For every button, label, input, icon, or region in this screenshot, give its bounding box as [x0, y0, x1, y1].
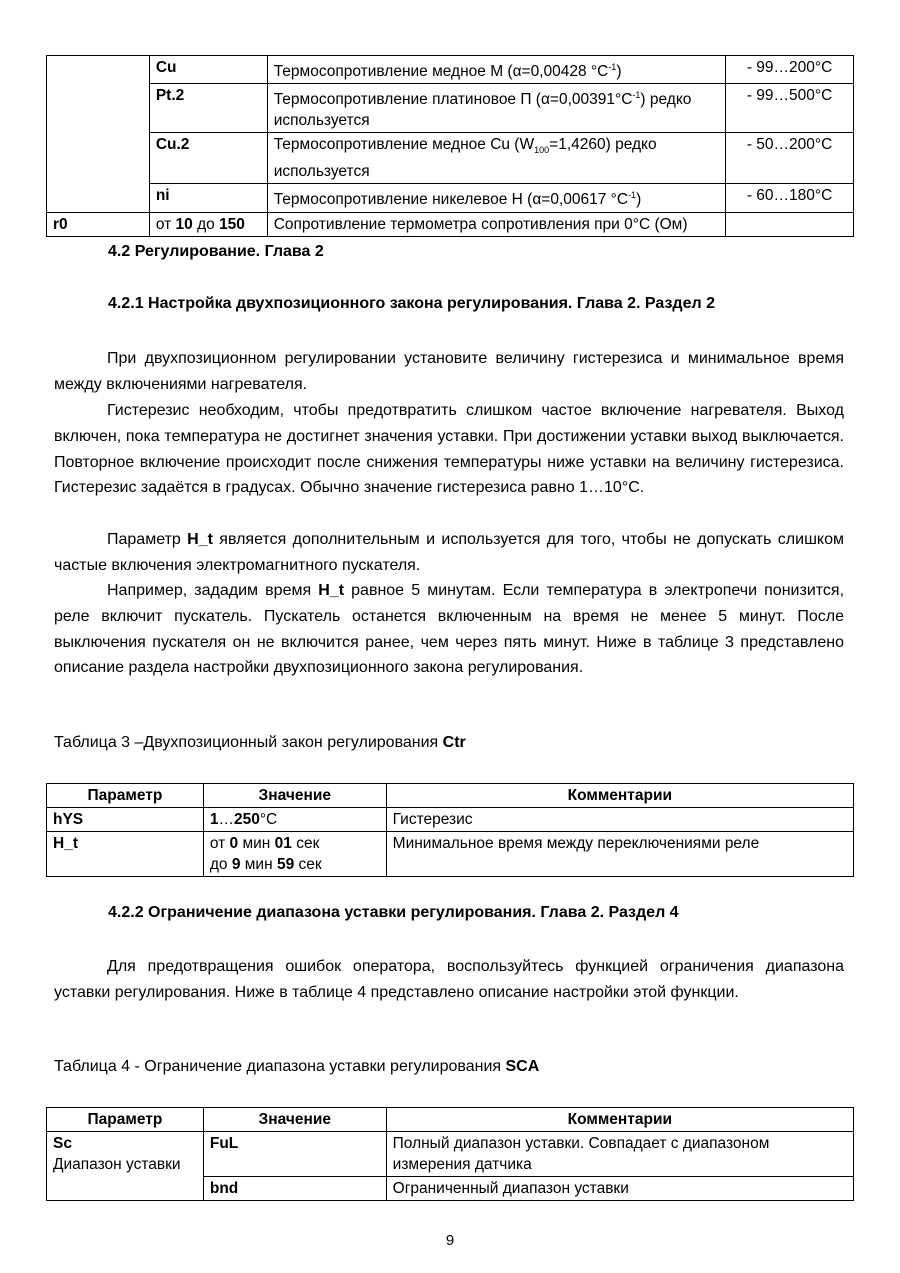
param-cell: r0 — [47, 212, 150, 236]
comment-cell: Ограниченный диапазон уставки — [386, 1177, 853, 1201]
table-row — [47, 84, 854, 133]
column-header: Параметр — [47, 1108, 204, 1132]
code-cell: Cu — [149, 56, 267, 84]
table-row — [47, 832, 854, 877]
page-number: 9 — [445, 1232, 455, 1249]
paragraph: Параметр H_t является дополнительным и используется для того, чтобы не допускать слишком частые включения электромагнитного пускателя. — [54, 531, 844, 574]
desc-cell: Термосопротивление медное Cu $(W_{100}=1,4260)$ редко используется — [267, 133, 725, 184]
table-header-row — [47, 784, 854, 808]
param-cell — [47, 56, 150, 213]
paragraph: Для предотвращения ошибок оператора, воспользуйтесь функцией ограничения диапазона уставки регулирования. Ниже в таблице 4 представлено описание настройки этой функции. — [54, 958, 844, 1001]
range-cell: - 99…500°С — [726, 84, 854, 133]
code-cell: Pt.2 — [149, 84, 267, 133]
column-header: Значение — [203, 784, 386, 808]
table-row — [47, 1132, 854, 1177]
desc-cell: Термосопротивление никелевое Н (α=0,00617 $^\circ С^{-1}$) — [267, 184, 725, 212]
param-cell: hYS — [47, 808, 204, 832]
table-row — [47, 133, 854, 184]
value-cell: от 0 мин 01 сек до 9 мин 59 сек — [203, 832, 386, 877]
column-header: Параметр — [47, 784, 204, 808]
desc-cell: Сопротивление термометра сопротивления при 0°С (Ом) — [267, 212, 725, 236]
range-cell: - 50…200°С — [726, 133, 854, 184]
comment-cell: Минимальное время между переключениями реле — [386, 832, 853, 877]
desc-cell: Термосопротивление медное М (α=0,00428 $^\circ С^{-1}$) — [267, 56, 725, 84]
subsection-heading: 4.2.1 Настройка двухпозиционного закона регулирования. Глава 2. Раздел 2 — [108, 295, 715, 312]
param-cell: Sc Диапазон уставки — [47, 1132, 204, 1201]
paragraph: Например, зададим время H_t равное 5 минутам. Если температура в электропечи понизится, реле включит пускатель. Пускатель останется включенным на время не менее 5 минут. После выключения пускателя он не включится ранее, чем через пять минут. Ниже в таблице 3 представлено описание раздела настройки двухпозиционного закона регулирования. — [54, 582, 845, 677]
table-caption: Таблица 4 - Ограничение диапазона уставки регулирования SCA — [54, 1058, 540, 1075]
code-cell: от 10 до 150 — [149, 212, 267, 236]
section-heading: 4.2 Регулирование. Глава 2 — [108, 243, 324, 260]
desc-cell: Термосопротивление платиновое П $(\alpha=0,00391^\circ С^{-1})$ редко используется — [267, 84, 725, 133]
table-3 — [46, 783, 854, 877]
sensor-type-table — [46, 55, 854, 237]
value-cell: bnd — [203, 1177, 386, 1201]
value-cell: 1…250°С — [203, 808, 386, 832]
column-header: Комментарии — [386, 784, 853, 808]
subsection-heading: 4.2.2 Ограничение диапазона уставки регулирования. Глава 2. Раздел 4 — [108, 904, 679, 921]
param-cell: H_t — [47, 832, 204, 877]
code-cell: Cu.2 — [149, 133, 267, 184]
column-header: Комментарии — [386, 1108, 853, 1132]
table-row — [47, 212, 854, 236]
comment-cell: Гистерезис — [386, 808, 853, 832]
paragraph: Гистерезис необходим, чтобы предотвратить слишком частое включение нагревателя. Выход включен, пока температура не достигнет значения уставки. При достижении уставки выход выключается. Повторное включение происходит после снижения температуры ниже уставки на величину гистерезиса. Гистерезис задаётся в градусах. Обычно значение гистерезиса равно 1…10°С. — [54, 402, 844, 497]
range-cell: - 99…200°С — [726, 56, 854, 84]
table-row — [47, 808, 854, 832]
table-4 — [46, 1107, 854, 1201]
comment-cell: Полный диапазон уставки. Совпадает с диапазоном измерения датчика — [386, 1132, 853, 1177]
range-cell — [726, 212, 854, 236]
table-caption: Таблица 3 –Двухпозиционный закон регулирования Ctr — [54, 734, 466, 751]
paragraph: При двухпозиционном регулировании установите величину гистерезиса и минимальное время между включениями нагревателя. — [54, 350, 844, 393]
column-header: Значение — [203, 1108, 386, 1132]
range-cell: - 60…180°С — [726, 184, 854, 212]
table-row — [47, 184, 854, 212]
value-cell: FuL — [203, 1132, 386, 1177]
code-cell: ni — [149, 184, 267, 212]
table-row — [47, 56, 854, 84]
table-header-row — [47, 1108, 854, 1132]
